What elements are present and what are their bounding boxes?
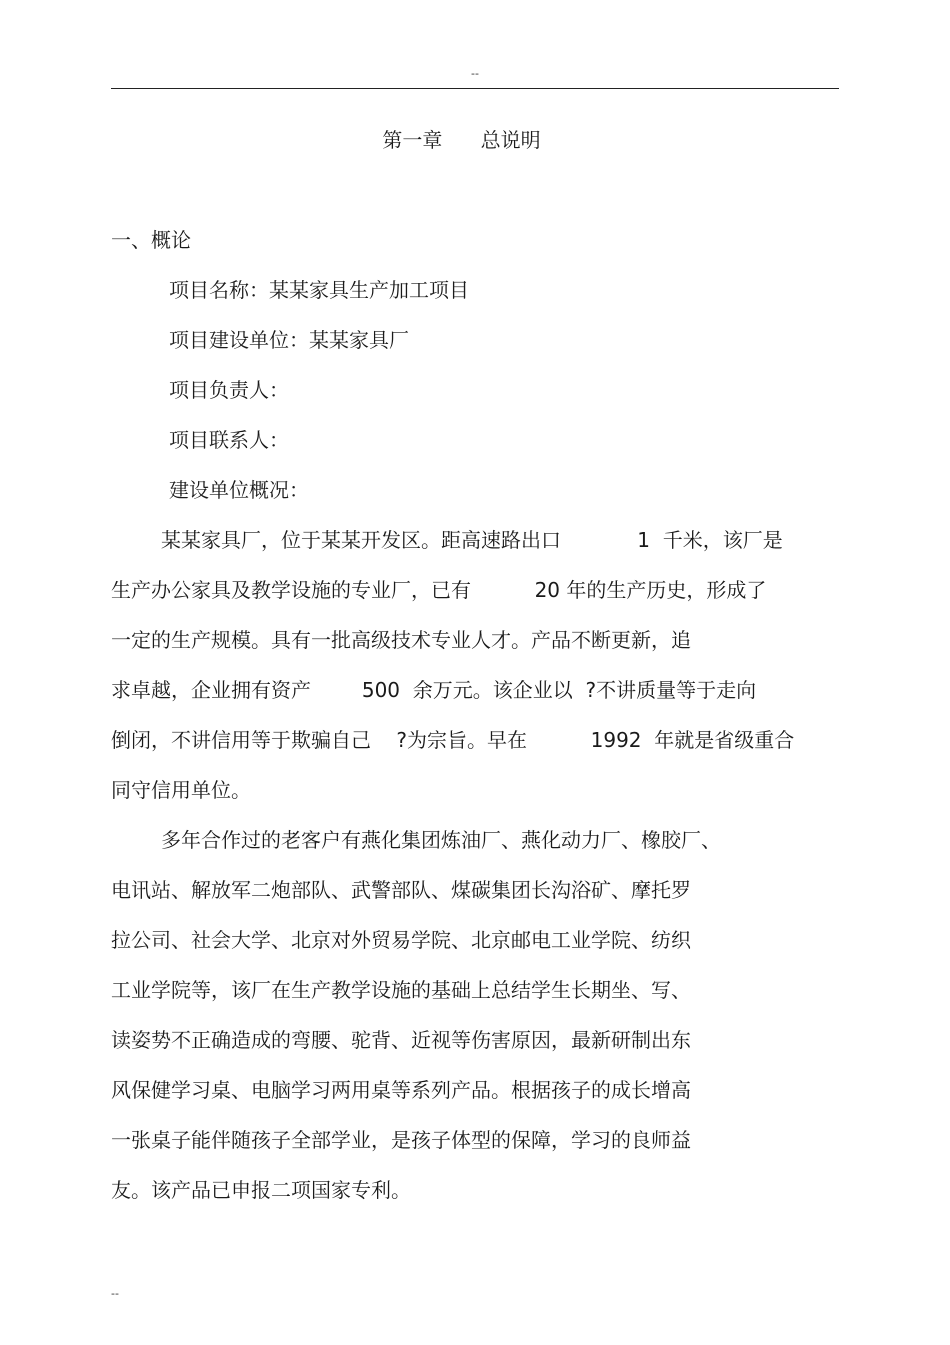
chapter-title: 第一章 总说明 [382,128,541,152]
paragraph2-line: 风保健学习桌、电脑学习两用桌等系列产品。根据孩子的成长增高 [111,1078,691,1102]
paragraph2-line: 多年合作过的老客户有燕化集团炼油厂、燕化动力厂、橡胶厂、 [161,828,721,852]
project-info-leader: 项目负责人： [169,378,289,402]
project-info-builder: 项目建设单位：某某家具厂 [169,328,409,352]
paragraph2-line: 友。该产品已申报二项国家专利。 [111,1178,411,1202]
paragraph2-line: 一张桌子能伴随孩子全部学业，是孩子体型的保障，学习的良师益 [111,1128,691,1152]
paragraph1-line: 某某家具厂，位于某某开发区。距高速路出口 1 千米，该厂是 [161,528,783,552]
paragraph1-line: 求卓越，企业拥有资产 500 余万元。该企业以 ?不讲质量等于走向 [111,678,757,702]
paragraph2-line: 电讯站、解放军二炮部队、武警部队、煤碳集团长沟浴矿、摩托罗 [111,878,691,902]
paragraph1-line: 一定的生产规模。具有一批高级技术专业人才。产品不断更新，追 [111,628,691,652]
project-info-contact: 项目联系人： [169,428,289,452]
section-heading: 一、概论 [111,228,191,252]
paragraph1-line: 生产办公家具及教学设施的专业厂，已有 20 年的生产历史，形成了 [111,578,767,602]
page-footer-mark: -- [111,1287,119,1300]
paragraph1-line: 倒闭，不讲信用等于欺骗自己 ?为宗旨。早在 1992 年就是省级重合 [111,728,795,752]
paragraph2-line: 拉公司、社会大学、北京对外贸易学院、北京邮电工业学院、纺织 [111,928,691,952]
project-info-overview: 建设单位概况： [169,478,309,502]
project-info-name: 项目名称：某某家具生产加工项目 [169,278,469,302]
paragraph2-line: 读姿势不正确造成的弯腰、驼背、近视等伤害原因，最新研制出东 [111,1028,691,1052]
header-rule [111,88,839,89]
page-header-mark: -- [471,67,479,80]
paragraph2-line: 工业学院等，该厂在生产教学设施的基础上总结学生长期坐、写、 [111,978,691,1002]
paragraph1-line: 同守信用单位。 [111,778,251,802]
